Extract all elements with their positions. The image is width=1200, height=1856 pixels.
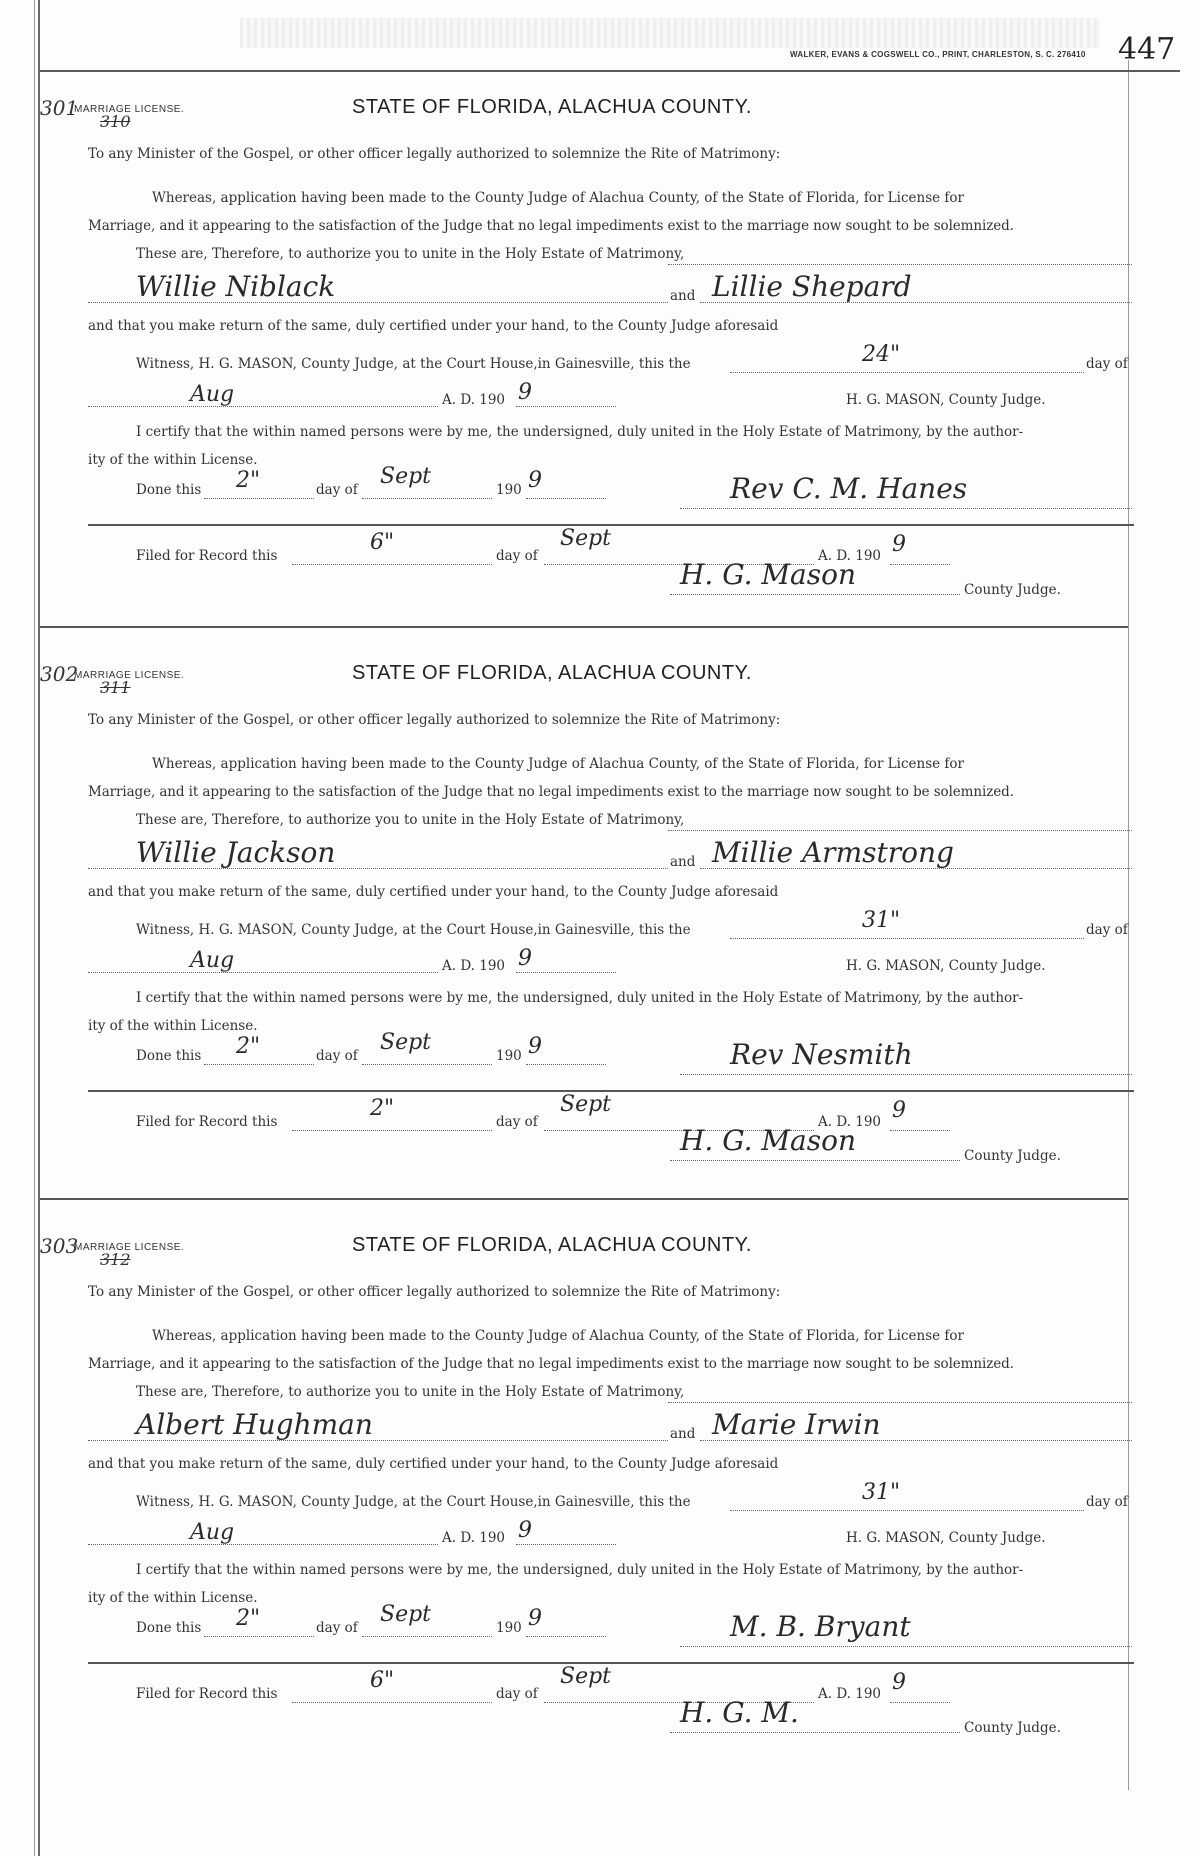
bride-line <box>700 868 1132 869</box>
done-day-of-label: day of <box>316 1048 358 1064</box>
these-are-line: These are, Therefore, to authorize you to unite in the Holy Estate of Matrimony, <box>136 812 685 828</box>
signature-line <box>680 1646 1132 1647</box>
done-this-label: Done this <box>136 1620 202 1636</box>
and-word: and <box>670 288 696 304</box>
signature-line <box>670 594 960 595</box>
done-day-of-label: day of <box>316 1620 358 1636</box>
groom-line <box>88 302 668 303</box>
signature-line <box>680 1074 1132 1075</box>
whereas-line-2: Marriage, and it appearing to the satisfaction of the Judge that no legal impediments exist to the marriage now sought to be solemnized. <box>88 784 1014 800</box>
done-year-label: 190 <box>496 1048 522 1064</box>
dotted-line <box>204 1064 314 1065</box>
filed-ad-label: A. D. 190 <box>818 548 882 564</box>
record-number: 302 <box>40 662 79 686</box>
dotted-line <box>362 1064 492 1065</box>
dotted-line <box>890 1702 950 1703</box>
done-month: Sept <box>380 1030 432 1055</box>
dotted-line <box>730 372 1084 373</box>
done-year: 9 <box>528 1034 542 1059</box>
state-title: STATE OF FLORIDA, ALACHUA COUNTY. <box>352 1234 752 1256</box>
day-of-label: day of <box>1086 922 1128 938</box>
to-any-minister: To any Minister of the Gospel, or other officer legally authorized to solemnize the Rite of Matrimony: <box>88 712 781 728</box>
county-judge-label: County Judge. <box>964 1720 1061 1736</box>
make-return-line: and that you make return of the same, duly certified under your hand, to the County Judge aforesaid <box>88 884 779 900</box>
dotted-line <box>668 830 1132 831</box>
dotted-line <box>516 972 616 973</box>
day-of-label: day of <box>1086 356 1128 372</box>
and-word: and <box>670 1426 696 1442</box>
bride-name: Marie Irwin <box>712 1408 881 1441</box>
top-rule <box>40 70 1180 72</box>
dotted-line <box>890 1130 950 1131</box>
done-year: 9 <box>528 1606 542 1631</box>
original-license-number: 311 <box>100 678 131 697</box>
marriage-license-record <box>40 640 1128 1200</box>
bride-name: Millie Armstrong <box>712 836 954 869</box>
filed-label: Filed for Record this <box>136 1114 278 1130</box>
officiant-signature: M. B. Bryant <box>730 1610 911 1643</box>
groom-name: Willie Jackson <box>136 836 336 869</box>
signature-line <box>670 1732 960 1733</box>
page-number: 447 <box>1118 32 1176 67</box>
filed-day-of-label: day of <box>496 548 538 564</box>
original-license-number: 312 <box>100 1250 131 1269</box>
officiant-signature: Rev Nesmith <box>730 1038 913 1071</box>
dotted-line <box>516 1544 616 1545</box>
filed-day: 2" <box>370 1096 395 1121</box>
judge-name-label: H. G. MASON, County Judge. <box>846 392 1046 408</box>
dotted-line <box>88 972 438 973</box>
dotted-line <box>668 264 1132 265</box>
done-day: 2" <box>236 468 261 493</box>
certify-line-2: ity of the within License. <box>88 1590 258 1606</box>
page-right-edge <box>1128 60 1129 1790</box>
dotted-line <box>292 564 492 565</box>
these-are-line: These are, Therefore, to authorize you to unite in the Holy Estate of Matrimony, <box>136 246 685 262</box>
these-are-line: These are, Therefore, to authorize you to unite in the Holy Estate of Matrimony, <box>136 1384 685 1400</box>
dotted-line <box>890 564 950 565</box>
witness-month: Aug <box>190 382 235 407</box>
groom-line <box>88 1440 668 1441</box>
judge-name-label: H. G. MASON, County Judge. <box>846 958 1046 974</box>
record-number: 301 <box>40 96 79 120</box>
filed-month: Sept <box>560 1664 612 1689</box>
page-binding-line <box>34 0 35 1856</box>
done-this-label: Done this <box>136 482 202 498</box>
dotted-line <box>362 498 492 499</box>
done-day: 2" <box>236 1606 261 1631</box>
signature-line <box>670 1160 960 1161</box>
record-number: 303 <box>40 1234 79 1258</box>
license-label: MARRIAGE LICENSE. <box>74 104 185 115</box>
whereas-line-2: Marriage, and it appearing to the satisfaction of the Judge that no legal impediments exist to the marriage now sought to be solemnized. <box>88 1356 1014 1372</box>
filed-month: Sept <box>560 526 612 551</box>
done-year-label: 190 <box>496 1620 522 1636</box>
done-month: Sept <box>380 464 432 489</box>
make-return-line: and that you make return of the same, duly certified under your hand, to the County Judge aforesaid <box>88 318 779 334</box>
dotted-line <box>668 1402 1132 1403</box>
filed-ad-label: A. D. 190 <box>818 1114 882 1130</box>
filed-year: 9 <box>892 1098 906 1123</box>
filed-ad-label: A. D. 190 <box>818 1686 882 1702</box>
whereas-line-1: Whereas, application having been made to the County Judge of Alachua County, of the State of Florida, for License for <box>152 756 964 772</box>
to-any-minister: To any Minister of the Gospel, or other officer legally authorized to solemnize the Rite of Matrimony: <box>88 1284 781 1300</box>
judge-signature: H. G. Mason <box>680 1124 857 1157</box>
dotted-line <box>516 406 616 407</box>
ad-label: A. D. 190 <box>442 958 506 974</box>
certify-line-1: I certify that the within named persons were by me, the undersigned, duly united in the Holy Estate of Matrimony, by the author- <box>136 424 1024 440</box>
done-month: Sept <box>380 1602 432 1627</box>
witness-day: 31" <box>862 908 901 933</box>
marriage-license-record <box>40 1212 1128 1772</box>
dotted-line <box>526 498 606 499</box>
county-judge-label: County Judge. <box>964 1148 1061 1164</box>
filed-day-of-label: day of <box>496 1686 538 1702</box>
groom-name: Willie Niblack <box>136 270 336 303</box>
witness-day: 24" <box>862 342 901 367</box>
filed-year: 9 <box>892 532 906 557</box>
done-day-of-label: day of <box>316 482 358 498</box>
state-title: STATE OF FLORIDA, ALACHUA COUNTY. <box>352 662 752 684</box>
dotted-line <box>204 498 314 499</box>
filed-month: Sept <box>560 1092 612 1117</box>
county-judge-label: County Judge. <box>964 582 1061 598</box>
witness-line: Witness, H. G. MASON, County Judge, at the Court House,in Gainesville, this the <box>136 922 691 938</box>
filed-label: Filed for Record this <box>136 548 278 564</box>
bride-name: Lillie Shepard <box>712 270 912 303</box>
certify-line-2: ity of the within License. <box>88 452 258 468</box>
dotted-line <box>88 406 438 407</box>
done-year-label: 190 <box>496 482 522 498</box>
license-label: MARRIAGE LICENSE. <box>74 1242 185 1253</box>
judge-signature: H. G. M. <box>680 1696 799 1729</box>
whereas-line-2: Marriage, and it appearing to the satisfaction of the Judge that no legal impediments exist to the marriage now sought to be solemnized. <box>88 218 1014 234</box>
dotted-line <box>526 1064 606 1065</box>
dotted-line <box>292 1702 492 1703</box>
filed-day: 6" <box>370 1668 395 1693</box>
original-license-number: 310 <box>100 112 131 131</box>
make-return-line: and that you make return of the same, duly certified under your hand, to the County Judge aforesaid <box>88 1456 779 1472</box>
witness-line: Witness, H. G. MASON, County Judge, at the Court House,in Gainesville, this the <box>136 1494 691 1510</box>
groom-line <box>88 868 668 869</box>
bride-line <box>700 1440 1132 1441</box>
certify-line-1: I certify that the within named persons were by me, the undersigned, duly united in the Holy Estate of Matrimony, by the author- <box>136 1562 1024 1578</box>
and-word: and <box>670 854 696 870</box>
to-any-minister: To any Minister of the Gospel, or other officer legally authorized to solemnize the Rite of Matrimony: <box>88 146 781 162</box>
dotted-line <box>204 1636 314 1637</box>
groom-name: Albert Hughman <box>136 1408 373 1441</box>
done-day: 2" <box>236 1034 261 1059</box>
marriage-license-record <box>40 74 1128 634</box>
witness-month: Aug <box>190 948 235 973</box>
filed-day: 6" <box>370 530 395 555</box>
witness-line: Witness, H. G. MASON, County Judge, at the Court House,in Gainesville, this the <box>136 356 691 372</box>
witness-year: 9 <box>518 1518 532 1543</box>
witness-year: 9 <box>518 946 532 971</box>
certify-line-2: ity of the within License. <box>88 1018 258 1034</box>
certify-line-1: I certify that the within named persons were by me, the undersigned, duly united in the Holy Estate of Matrimony, by the author- <box>136 990 1024 1006</box>
signature-line <box>680 508 1132 509</box>
ad-label: A. D. 190 <box>442 1530 506 1546</box>
dotted-line <box>730 1510 1084 1511</box>
judge-name-label: H. G. MASON, County Judge. <box>846 1530 1046 1546</box>
dotted-line <box>292 1130 492 1131</box>
filed-day-of-label: day of <box>496 1114 538 1130</box>
officiant-signature: Rev C. M. Hanes <box>730 472 968 505</box>
judge-signature: H. G. Mason <box>680 558 857 591</box>
whereas-line-1: Whereas, application having been made to the County Judge of Alachua County, of the State of Florida, for License for <box>152 1328 964 1344</box>
whereas-line-1: Whereas, application having been made to the County Judge of Alachua County, of the State of Florida, for License for <box>152 190 964 206</box>
witness-day: 31" <box>862 1480 901 1505</box>
dotted-line <box>730 938 1084 939</box>
dotted-line <box>362 1636 492 1637</box>
done-year: 9 <box>528 468 542 493</box>
filed-year: 9 <box>892 1670 906 1695</box>
scan-shading <box>240 18 1100 48</box>
bride-line <box>700 302 1132 303</box>
day-of-label: day of <box>1086 1494 1128 1510</box>
ad-label: A. D. 190 <box>442 392 506 408</box>
printer-credit: WALKER, EVANS & COGSWELL CO., PRINT, CHARLESTON, S. C. 276410 <box>790 50 1086 59</box>
dotted-line <box>88 1544 438 1545</box>
done-this-label: Done this <box>136 1048 202 1064</box>
state-title: STATE OF FLORIDA, ALACHUA COUNTY. <box>352 96 752 118</box>
witness-year: 9 <box>518 380 532 405</box>
witness-month: Aug <box>190 1520 235 1545</box>
filed-label: Filed for Record this <box>136 1686 278 1702</box>
license-label: MARRIAGE LICENSE. <box>74 670 185 681</box>
dotted-line <box>526 1636 606 1637</box>
